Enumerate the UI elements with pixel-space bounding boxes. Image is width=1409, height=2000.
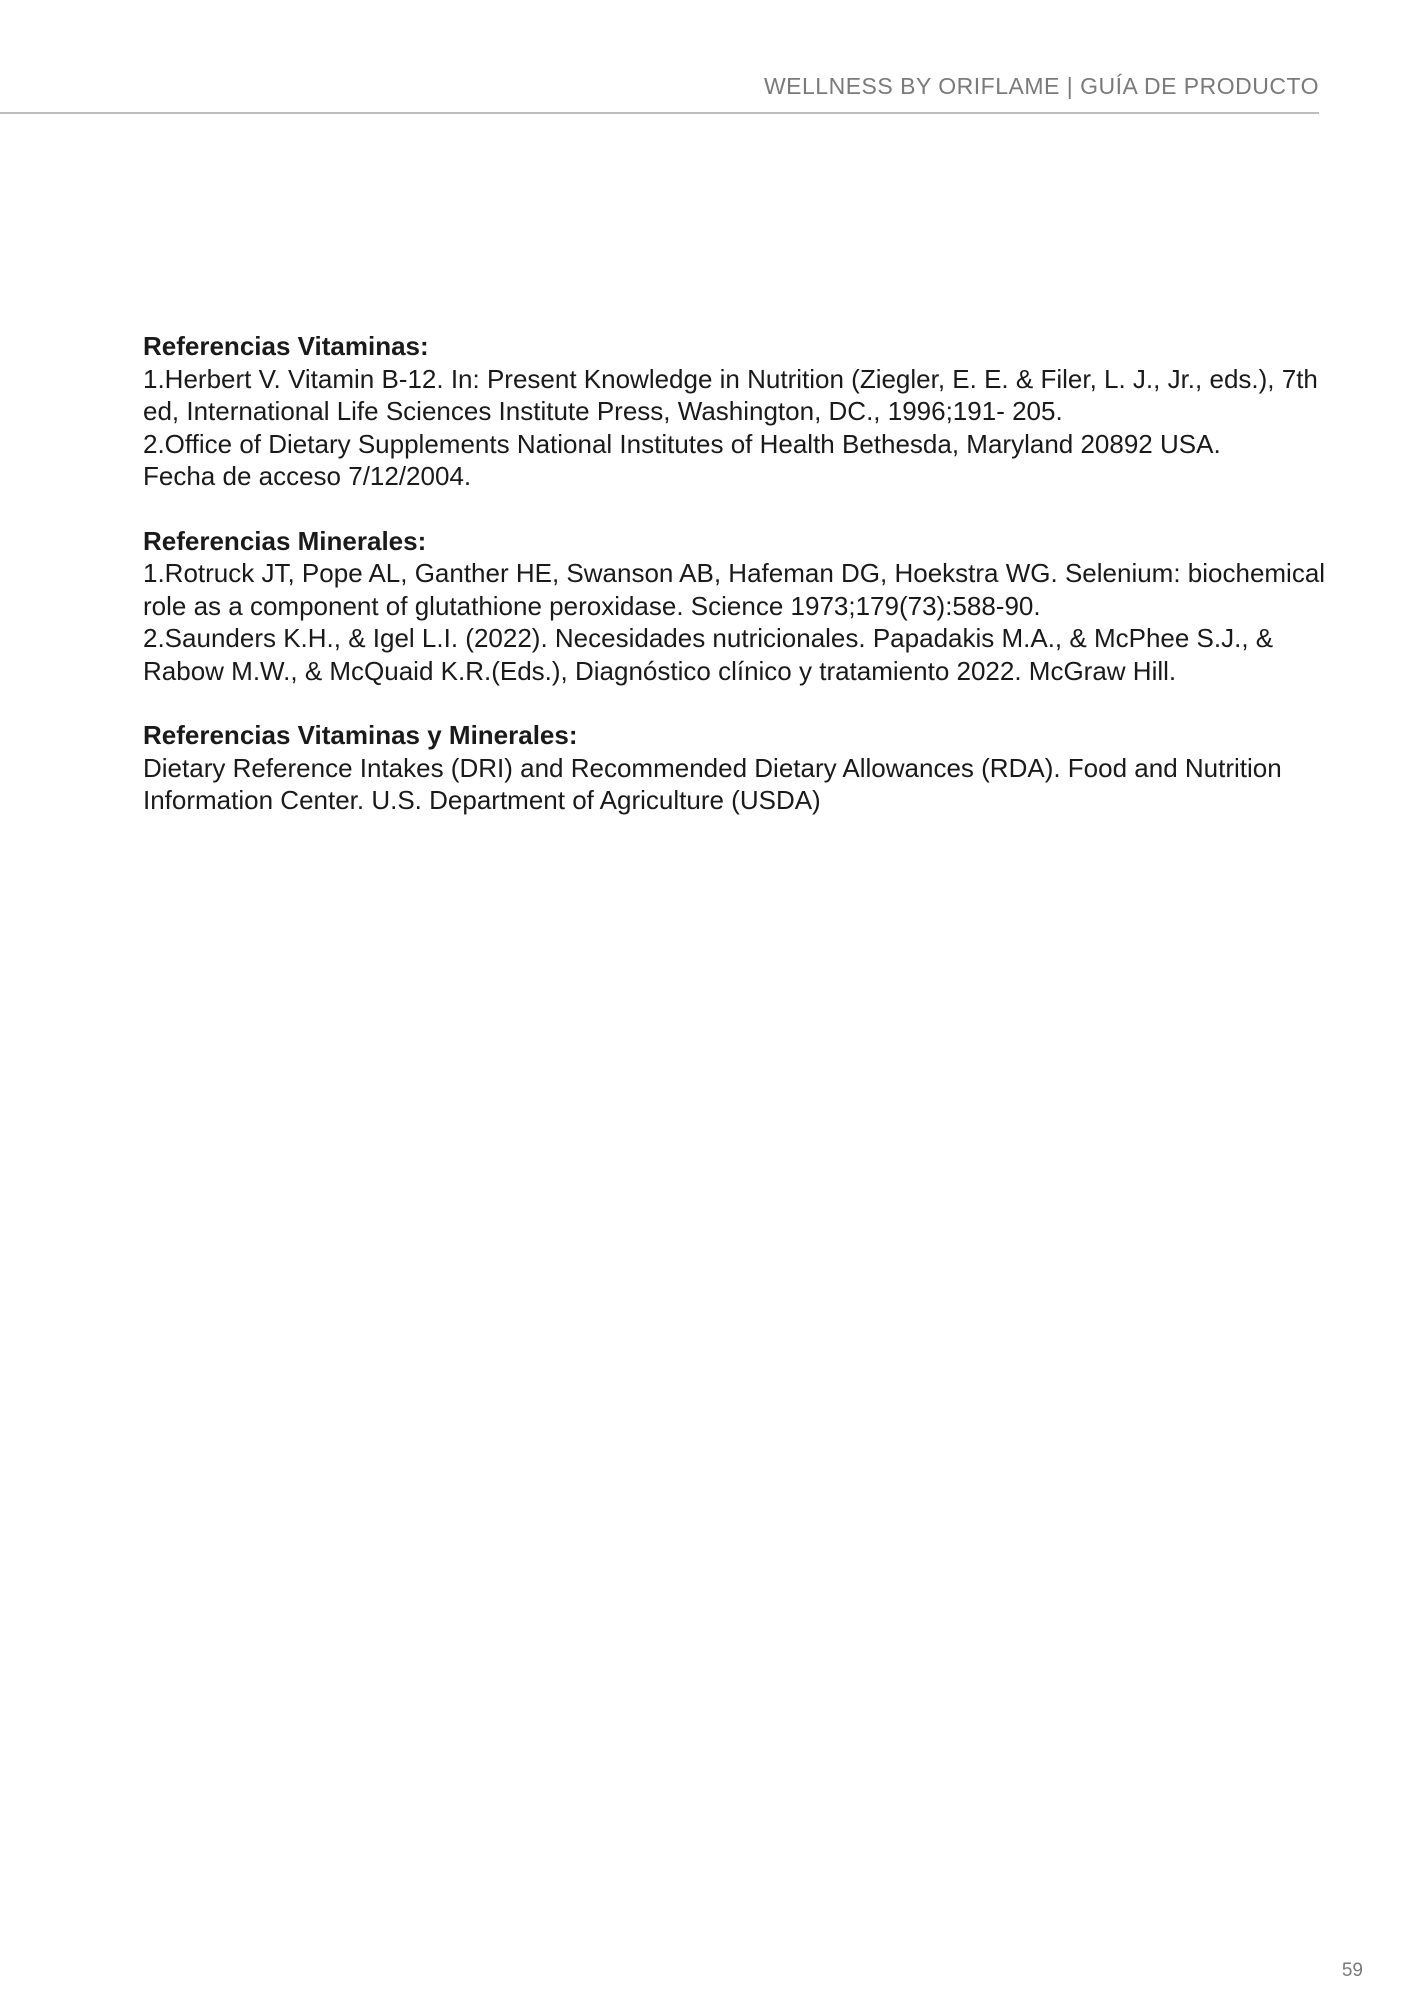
- reference-line: 2.Saunders K.H., & Igel L.I. (2022). Necesidades nutricionales. Papadakis M.A., & McPhee S.J., &: [143, 623, 1274, 653]
- reference-line: 2.Office of Dietary Supplements National Institutes of Health Bethesda, Maryland 20892 USA.: [143, 428, 1221, 459]
- reference-line: 1.Herbert V. Vitamin B-12. In: Present Knowledge in Nutrition (Ziegler, E. E. & Filer, L. J., Jr., eds.), 7th: [143, 363, 1318, 394]
- section-title: Referencias Vitaminas y Minerales:: [143, 720, 578, 750]
- reference-line: Information Center. U.S. Department of Agriculture (USDA): [143, 785, 821, 815]
- reference-line: Fecha de acceso 7/12/2004.: [143, 461, 472, 491]
- reference-line: Rabow M.W., & McQuaid K.R.(Eds.), Diagnóstico clínico y tratamiento 2022. McGraw Hill.: [143, 655, 1177, 686]
- section-references-vitamins-minerals: [143, 719, 1328, 817]
- section-references-minerals: [143, 525, 1328, 688]
- reference-line: ed, International Life Sciences Institute Press, Washington, DC., 1996;191- 205.: [143, 396, 1063, 426]
- running-header: WELLNESS BY ORIFLAME | GUÍA DE PRODUCTO: [763, 73, 1319, 99]
- section-title: Referencias Minerales:: [143, 525, 427, 556]
- header-divider: [0, 112, 1319, 114]
- reference-line: 1.Rotruck JT, Pope AL, Ganther HE, Swanson AB, Hafeman DG, Hoekstra WG. Selenium: biochemical: [143, 558, 1326, 588]
- reference-line: Dietary Reference Intakes (DRI) and Recommended Dietary Allowances (RDA). Food and Nutrition: [143, 752, 1282, 783]
- page-number: 59: [1341, 1960, 1363, 1981]
- section-title: Referencias Vitaminas:: [143, 331, 429, 361]
- references-content: [143, 330, 1328, 849]
- section-references-vitamins: [143, 330, 1328, 493]
- reference-line: role as a component of glutathione peroxidase. Science 1973;179(73):588-90.: [143, 590, 1041, 621]
